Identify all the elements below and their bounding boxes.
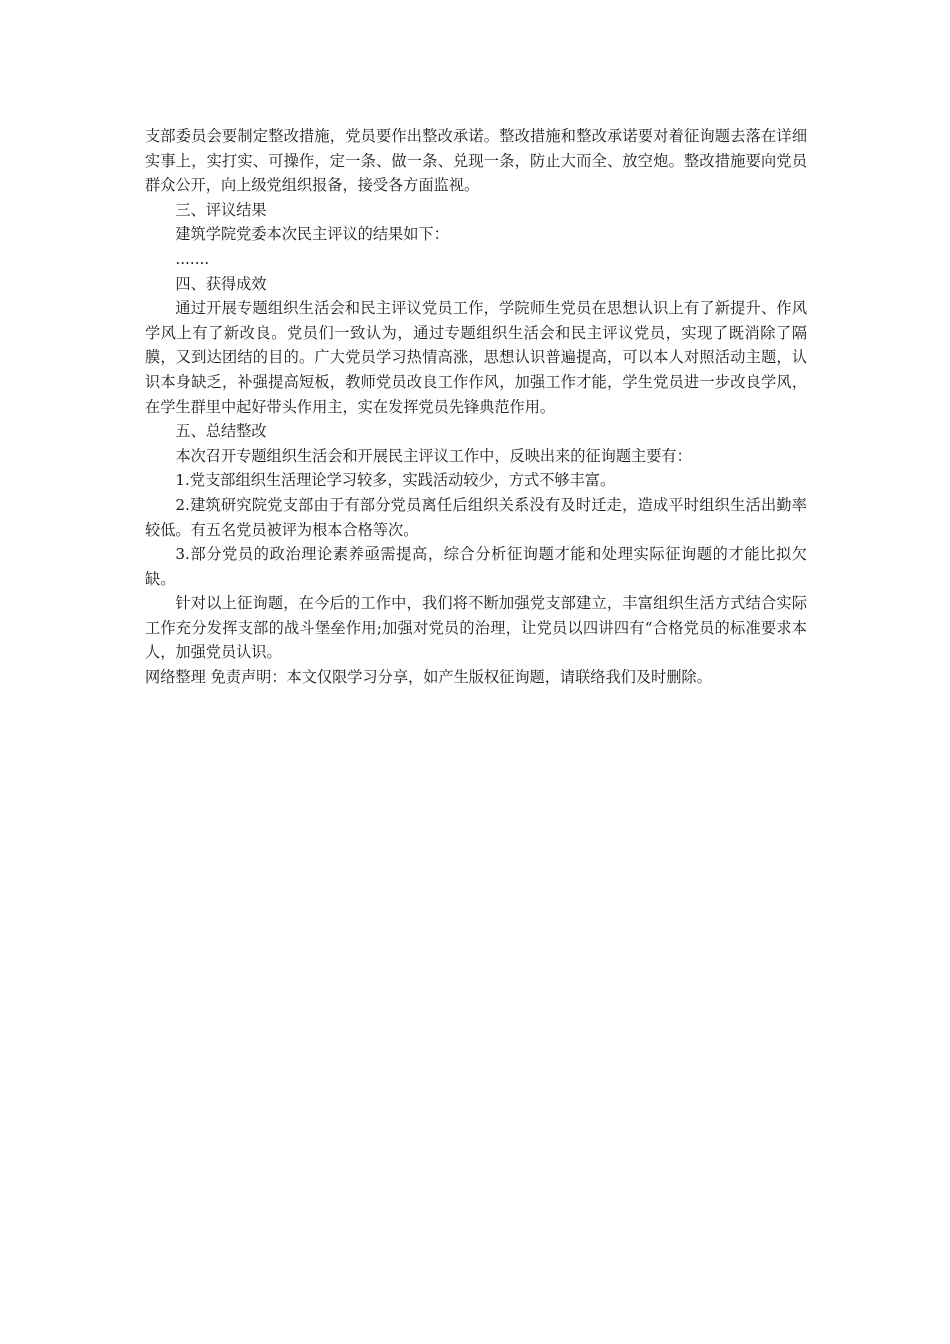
paragraph-issue-3: 3.部分党员的政治理论素养亟需提高，综合分析征询题才能和处理实际征询题的才能比拟欠缺。 <box>145 545 807 588</box>
paragraph-issue-1: 1.党支部组织生活理论学习较多，实践活动较少，方式不够丰富。 <box>175 471 616 490</box>
paragraph-issues-intro: 本次召开专题组织生活会和开展民主评议工作中，反映出来的征询题主要有： <box>175 446 692 465</box>
paragraph-ellipsis: ....... <box>175 249 210 268</box>
document-page <box>145 124 807 690</box>
paragraph-plan: 针对以上征询题，在今后的工作中，我们将不断加强党支部建立，丰富组织生活方式结合实际工作充分发挥支部的战斗堡垒作用;加强对党员的治理，让党员以四讲四有“合格党员的标准要求本人，加强党员认识。 <box>145 594 807 662</box>
heading-achievements: 四、获得成效 <box>175 274 267 293</box>
paragraph-results-intro: 建筑学院党委本次民主评议的结果如下： <box>175 225 449 244</box>
heading-evaluation-results: 三、评议结果 <box>175 200 267 219</box>
paragraph-issue-2: 2.建筑研究院党支部由于有部分党员离任后组织关系没有及时迁走，造成平时组织生活出勤率较低。有五名党员被评为根本合格等次。 <box>145 495 807 539</box>
paragraph-rectification-measures: 支部委员会要制定整改措施，党员要作出整改承诺。整改措施和整改承诺要对着征询题去落在详细实事上，实打实、可操作，定一条、做一条、兑现一条，防止大而全、放空炮。整改措施要向党员群众公开，向上级党组织报备，接受各方面监视。 <box>145 127 807 195</box>
heading-summary-rectification: 五、总结整改 <box>175 422 267 441</box>
paragraph-achievements: 通过开展专题组织生活会和民主评议党员工作，学院师生党员在思想认识上有了新提升、作风学风上有了新改良。党员们一致认为，通过专题组织生活会和民主评议党员，实现了既消除了隔膜，又到达团结的目的。广大党员学习热情高涨，思想认识普遍提高，可以本人对照活动主题，认识本身缺乏，补强提高短板，教师党员改良工作作风，加强工作才能，学生党员进一步改良学风，在学生群里中起好带头作用主，实在发挥党员先锋典范作用。 <box>145 299 807 416</box>
footer-disclaimer: 网络整理 免责声明：本文仅限学习分享，如产生版权征询题，请联络我们及时删除。 <box>145 668 712 687</box>
